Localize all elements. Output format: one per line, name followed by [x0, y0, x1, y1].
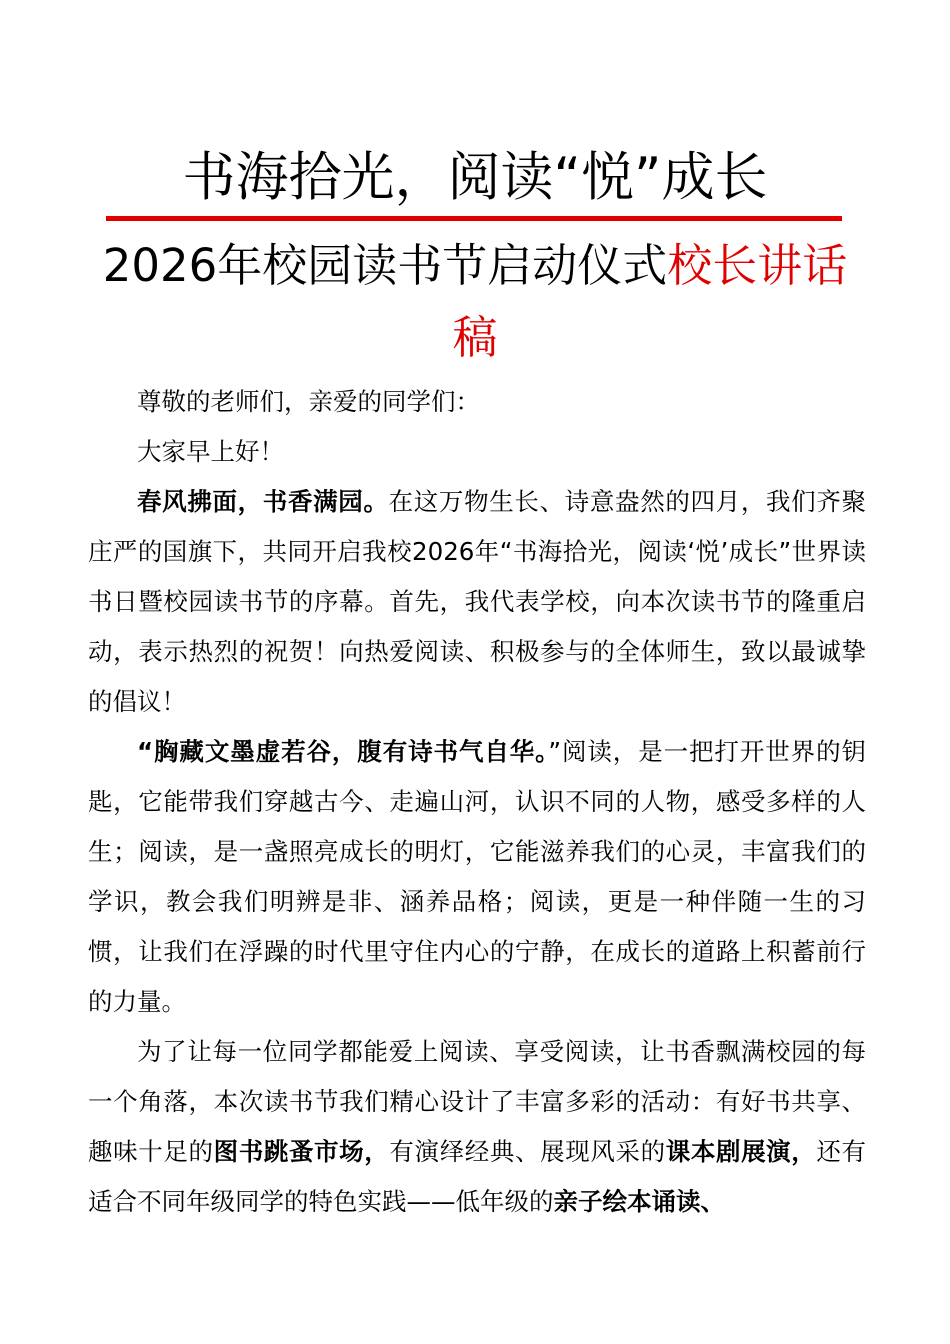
paragraph-3-bold-2: 课本剧展演， [665, 1137, 817, 1166]
paragraph-1-lead: 春风拂面，书香满园。 [137, 487, 389, 516]
paragraph-3-text-3: 还有适合不同年级同学的特色实践——低年级的 [88, 1137, 867, 1216]
paragraph-2-lead: “胸藏文墨虚若谷，腹有诗书气自华。 [137, 737, 549, 766]
paragraph-3 [88, 1027, 866, 1227]
document-body [88, 377, 866, 1227]
subtitle-red-line2: 稿 [452, 311, 498, 364]
subtitle-black: 2026年校园读书节启动仪式 [102, 239, 668, 292]
paragraph-2-text: ”阅读，是一把打开世界的钥匙，它能带我们穿越古今、走遍山河，认识不同的人物，感受多样的人生；阅读，是一盏照亮成长的明灯，它能滋养我们的心灵，丰富我们的学识，教会我们明辨是非、涵养品格；阅读，更是一种伴随一生的习惯，让我们在浮躁的时代里守住内心的宁静，在成长的道路上积蓄前行的力量。 [88, 737, 866, 1016]
paragraph-3-bold-1: 图书跳蚤市场， [213, 1137, 390, 1166]
paragraph-3-bold-3: 亲子绘本诵读、 [553, 1187, 725, 1216]
greeting: 大家早上好！ [137, 437, 284, 466]
paragraph-1-text: 在这万物生长、诗意盎然的四月，我们齐聚庄严的国旗下，共同开启我校2026年“书海拾光，阅读‘悦’成长”世界读书日暨校园读书节的序幕。首先，我代表学校，向本次读书节的隆重启动，表示热烈的祝贺！向热爱阅读、积极参与的全体师生，致以最诚挚的倡议！ [88, 487, 867, 716]
subtitle-red: 校长讲话 [667, 239, 848, 292]
document-title: 书海拾光，阅读“悦”成长 [182, 147, 768, 208]
paragraph-3-text-2: 有演绎经典、展现风采的 [389, 1137, 666, 1166]
paragraph-2 [88, 727, 866, 1027]
paragraph-3-text-1: 为了让每一位同学都能爱上阅读、享受阅读，让书香飘满校园的每一个角落，本次读书节我们精心设计了丰富多彩的活动：有好书共享、趣味十足的 [88, 1037, 866, 1166]
document-subtitle [60, 232, 890, 300]
title-divider [106, 216, 842, 221]
salutation: 尊敬的老师们，亲爱的同学们： [137, 387, 480, 416]
paragraph-1 [88, 477, 866, 727]
